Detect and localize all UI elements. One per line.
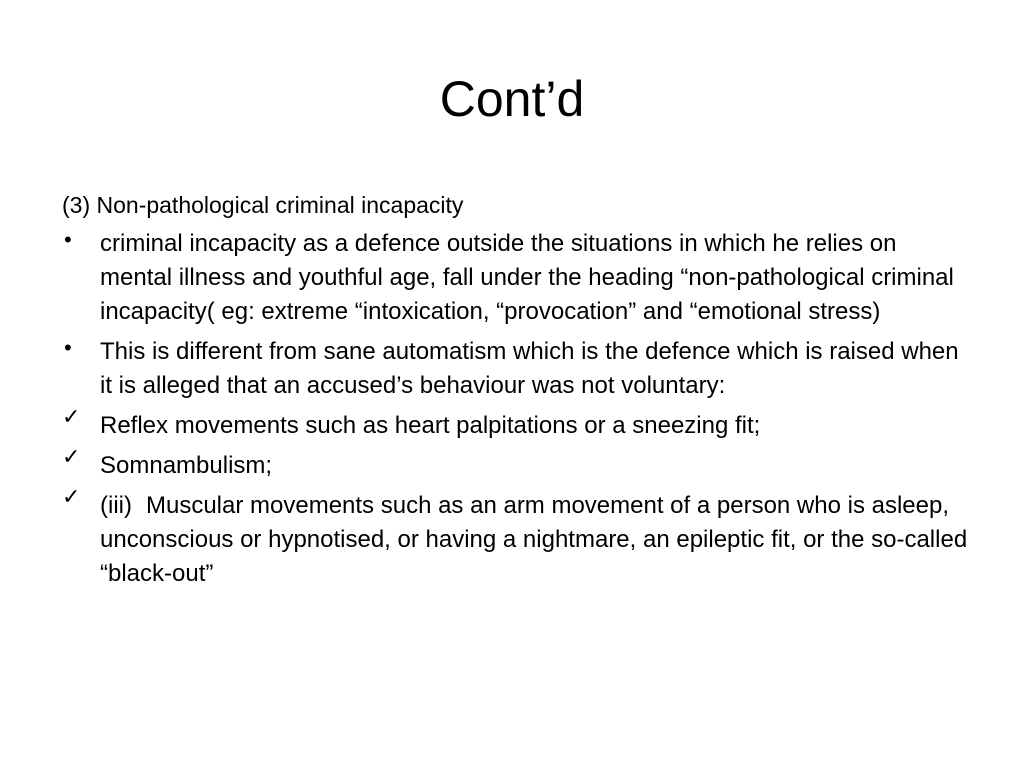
check-item <box>62 445 972 483</box>
bullet-item <box>62 335 972 403</box>
bullet-icon: • <box>64 335 72 360</box>
check-text: Reflex movements such as heart palpitations or a sneezing fit; <box>100 412 761 439</box>
bullet-item <box>62 227 972 329</box>
bullet-icon: • <box>64 227 72 252</box>
bullet-text: criminal incapacity as a defence outside the situations in which he relies on mental illness and youthful age, fall under the heading “non-pathological criminal incapacity( eg: extreme “intoxication, “provocation” and “emotional stress) <box>100 230 954 325</box>
check-text: Somnambulism; <box>100 452 273 479</box>
check-item <box>62 485 972 591</box>
section-subheading: (3) Non-pathological criminal incapacity <box>62 192 464 218</box>
check-text: Muscular movements such as an arm movement of a person who is asleep, unconscious or hypnotised, or having a nightmare, an epileptic fit, or the so-called “black-out” <box>100 492 968 587</box>
checkmark-icon: ✓ <box>62 405 81 430</box>
check-text-with-prefix <box>100 489 972 591</box>
slide-content <box>62 188 972 597</box>
bullet-text: This is different from sane automatism which is the defence which is raised when it is alleged that an accused’s behaviour was not voluntary: <box>100 338 959 399</box>
check-item <box>62 405 972 443</box>
slide-title: Cont’d <box>439 71 585 127</box>
checkmark-icon: ✓ <box>62 485 81 510</box>
checkmark-icon: ✓ <box>62 445 81 470</box>
item-prefix: (iii) <box>100 492 132 519</box>
